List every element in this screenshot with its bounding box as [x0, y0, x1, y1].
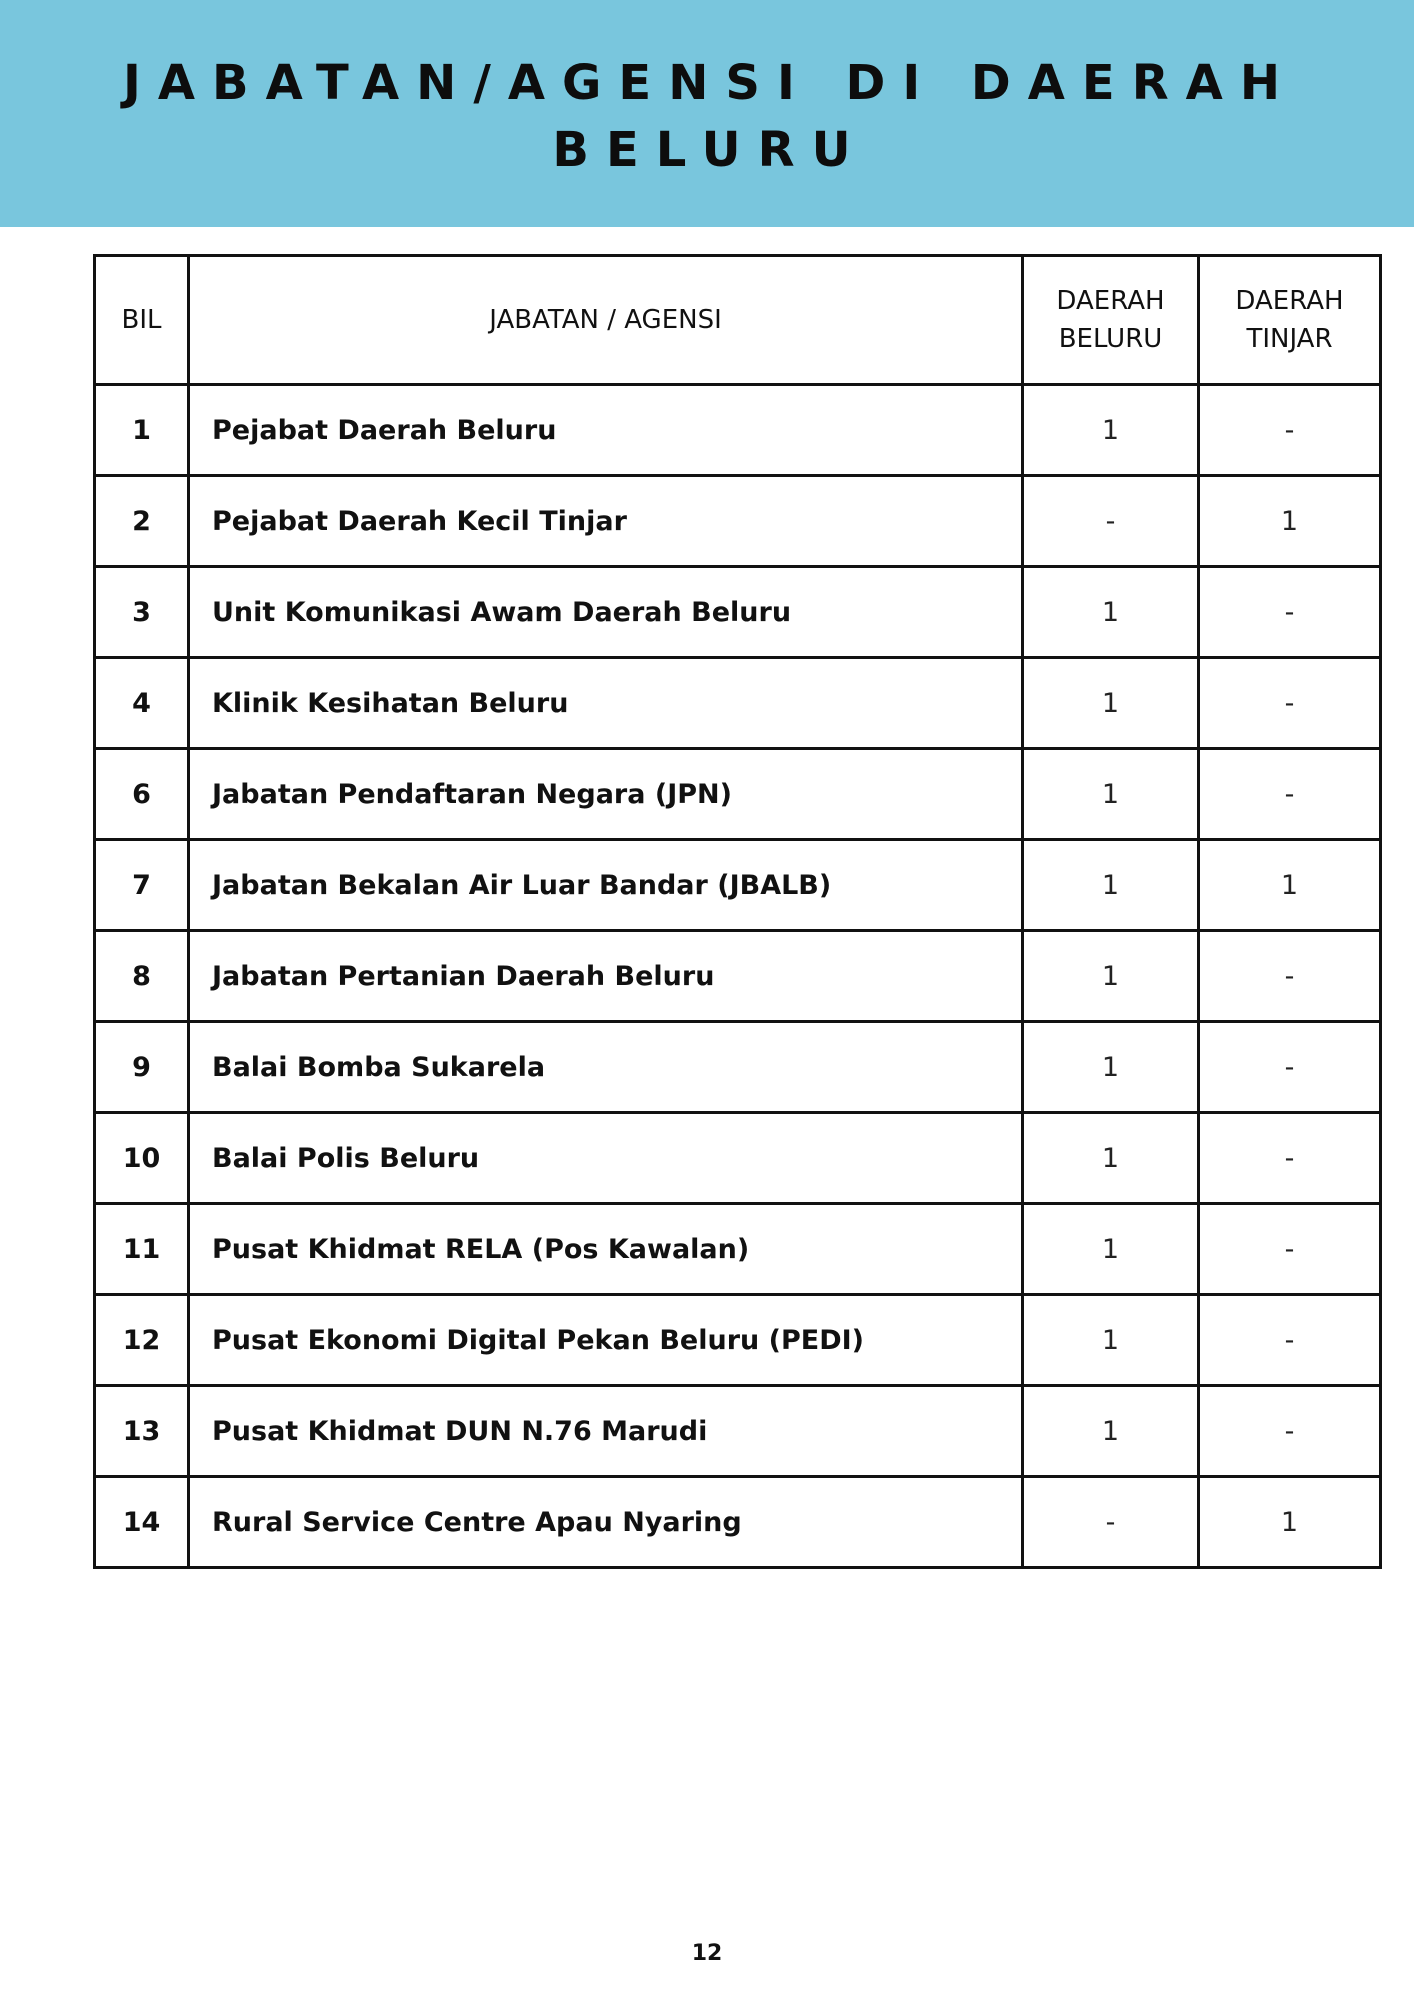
agency-table — [93, 254, 1382, 1569]
cell-daerah-beluru: 1 — [1023, 931, 1199, 1022]
cell-agensi: Jabatan Pendaftaran Negara (JPN) — [189, 749, 1023, 840]
cell-bil: 8 — [95, 931, 189, 1022]
table-row — [95, 658, 1381, 749]
column-header-bil: BIL — [95, 256, 189, 385]
table-row — [95, 1022, 1381, 1113]
cell-daerah-tinjar: - — [1199, 1386, 1381, 1477]
cell-agensi: Pusat Ekonomi Digital Pekan Beluru (PEDI) — [189, 1295, 1023, 1386]
cell-bil: 6 — [95, 749, 189, 840]
table-row — [95, 385, 1381, 476]
table-row — [95, 1295, 1381, 1386]
cell-daerah-tinjar: - — [1199, 931, 1381, 1022]
cell-daerah-tinjar: 1 — [1199, 476, 1381, 567]
cell-daerah-beluru: 1 — [1023, 658, 1199, 749]
cell-daerah-beluru: 1 — [1023, 1113, 1199, 1204]
cell-agensi: Balai Polis Beluru — [189, 1113, 1023, 1204]
table-row — [95, 1113, 1381, 1204]
cell-daerah-tinjar: - — [1199, 749, 1381, 840]
cell-daerah-tinjar: - — [1199, 1204, 1381, 1295]
cell-agensi: Jabatan Bekalan Air Luar Bandar (JBALB) — [189, 840, 1023, 931]
cell-agensi: Pejabat Daerah Beluru — [189, 385, 1023, 476]
column-header-daerah-tinjar — [1199, 256, 1381, 385]
cell-daerah-tinjar: - — [1199, 1113, 1381, 1204]
cell-bil: 11 — [95, 1204, 189, 1295]
page-title-line-2: BELURU — [552, 122, 868, 178]
table-row — [95, 1386, 1381, 1477]
agency-table-container — [93, 254, 1382, 1569]
cell-bil: 12 — [95, 1295, 189, 1386]
cell-agensi: Klinik Kesihatan Beluru — [189, 658, 1023, 749]
table-row — [95, 749, 1381, 840]
cell-bil: 4 — [95, 658, 189, 749]
cell-bil: 7 — [95, 840, 189, 931]
header-banner — [0, 0, 1414, 227]
cell-daerah-beluru: 1 — [1023, 749, 1199, 840]
cell-agensi: Balai Bomba Sukarela — [189, 1022, 1023, 1113]
table-row — [95, 931, 1381, 1022]
page-title-line-1: JABATAN/AGENSI DI DAERAH — [122, 55, 1297, 111]
cell-daerah-tinjar: - — [1199, 385, 1381, 476]
column-header-agensi: JABATAN / AGENSI — [189, 256, 1023, 385]
cell-daerah-tinjar: - — [1199, 1022, 1381, 1113]
table-row — [95, 567, 1381, 658]
column-header-daerah-tinjar-line-2: TINJAR — [1246, 324, 1333, 354]
column-header-daerah-beluru-line-2: BELURU — [1058, 324, 1163, 354]
table-row — [95, 840, 1381, 931]
cell-daerah-beluru: 1 — [1023, 1204, 1199, 1295]
column-header-daerah-tinjar-line-1: DAERAH — [1235, 286, 1344, 316]
cell-daerah-tinjar: - — [1199, 1295, 1381, 1386]
cell-bil: 14 — [95, 1477, 189, 1568]
cell-agensi: Unit Komunikasi Awam Daerah Beluru — [189, 567, 1023, 658]
table-row — [95, 476, 1381, 567]
cell-agensi: Rural Service Centre Apau Nyaring — [189, 1477, 1023, 1568]
cell-daerah-beluru: - — [1023, 1477, 1199, 1568]
table-row — [95, 1204, 1381, 1295]
column-header-daerah-beluru — [1023, 256, 1199, 385]
cell-agensi: Pejabat Daerah Kecil Tinjar — [189, 476, 1023, 567]
cell-daerah-beluru: 1 — [1023, 1386, 1199, 1477]
cell-daerah-beluru: 1 — [1023, 385, 1199, 476]
cell-daerah-tinjar: 1 — [1199, 1477, 1381, 1568]
page-title — [60, 50, 1360, 184]
cell-agensi: Jabatan Pertanian Daerah Beluru — [189, 931, 1023, 1022]
cell-daerah-beluru: 1 — [1023, 1295, 1199, 1386]
column-header-daerah-beluru-line-1: DAERAH — [1056, 286, 1165, 316]
cell-daerah-beluru: 1 — [1023, 1022, 1199, 1113]
cell-agensi: Pusat Khidmat RELA (Pos Kawalan) — [189, 1204, 1023, 1295]
cell-daerah-tinjar: - — [1199, 658, 1381, 749]
table-row — [95, 1477, 1381, 1568]
cell-daerah-beluru: 1 — [1023, 840, 1199, 931]
table-header-row — [95, 256, 1381, 385]
cell-bil: 9 — [95, 1022, 189, 1113]
cell-bil: 13 — [95, 1386, 189, 1477]
cell-bil: 10 — [95, 1113, 189, 1204]
cell-bil: 3 — [95, 567, 189, 658]
cell-bil: 2 — [95, 476, 189, 567]
cell-bil: 1 — [95, 385, 189, 476]
cell-agensi: Pusat Khidmat DUN N.76 Marudi — [189, 1386, 1023, 1477]
cell-daerah-beluru: 1 — [1023, 567, 1199, 658]
cell-daerah-beluru: - — [1023, 476, 1199, 567]
cell-daerah-tinjar: 1 — [1199, 840, 1381, 931]
page-number: 12 — [691, 1941, 723, 1966]
cell-daerah-tinjar: - — [1199, 567, 1381, 658]
